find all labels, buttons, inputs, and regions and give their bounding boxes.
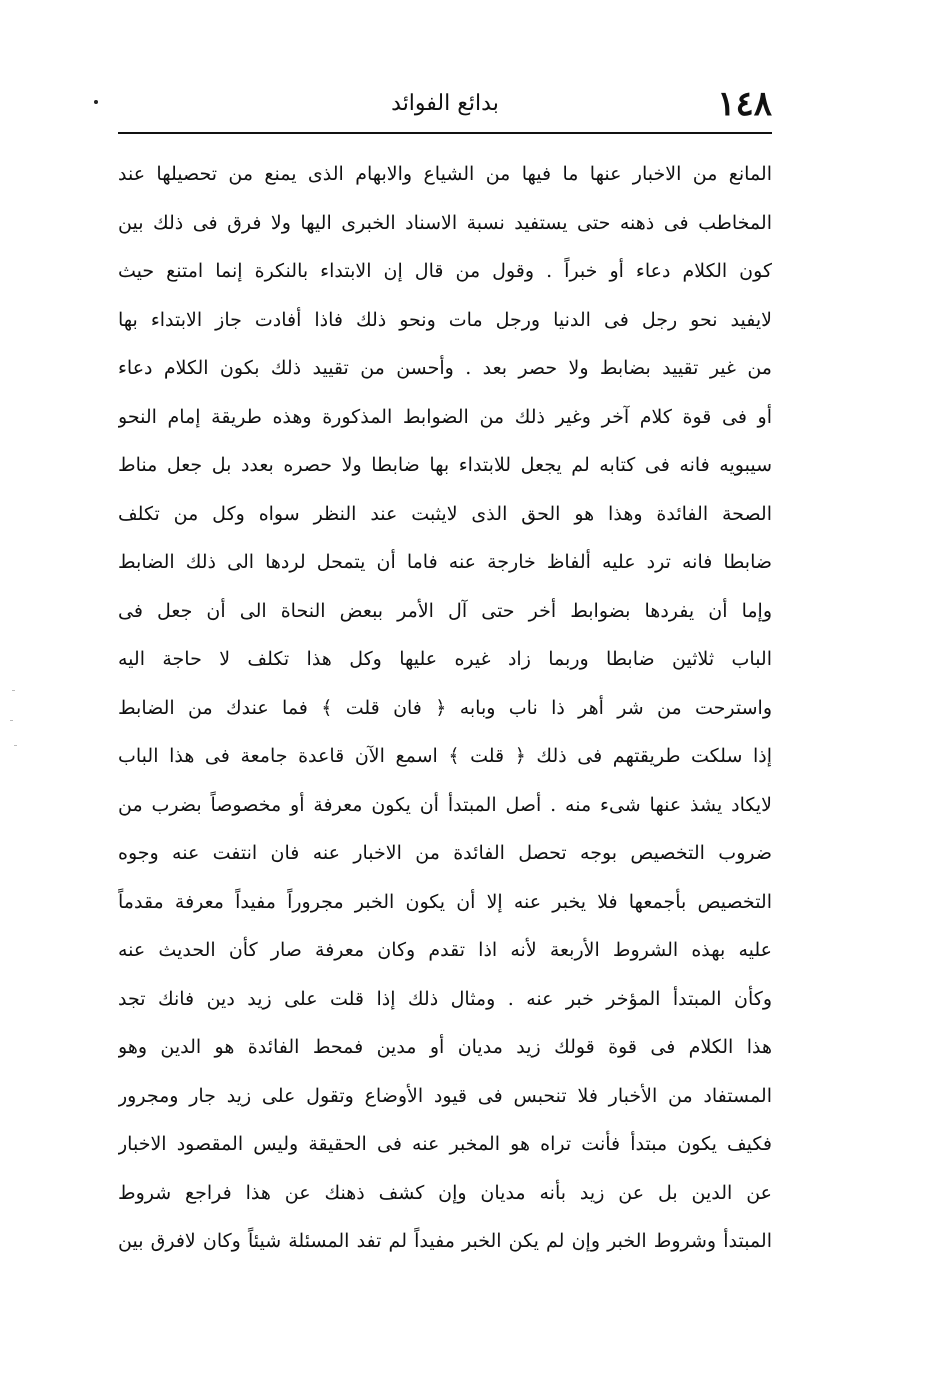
text-line: ضابطا فانه ترد عليه ألفاظ خارجة عنه فاما أن يتمحل لردها الى ذلك الضابط xyxy=(118,551,772,573)
header-rule xyxy=(118,132,772,134)
text-line: عليه بهذه الشروط الأربعة لأنه اذا تقدم وكان معرفة صار كأن الحديث عنه xyxy=(118,939,772,961)
text-line: عن الدين بل عن زيد بأنه مديان وإن كشف ذهنك عن هذا فراجع شروط xyxy=(118,1181,772,1204)
running-title: بدائع الفوائد xyxy=(391,91,499,116)
text-line: المانع من الاخبار عنها ما فيها من الشياع والابهام الذى يمنع من تحصيلها عند xyxy=(118,163,772,185)
header-dot-mark xyxy=(94,100,98,104)
text-line: أو فى قوة كلام آخر وغير ذلك من الضوابط المذكورة وهذه طريقة إمام النحو xyxy=(118,405,772,428)
text-line: التخصيص بأجمعها فلا يخبر عنه إلا أن يكون الخبر مجروراً مفيداً معرفة مقدماً xyxy=(118,890,772,913)
body-text xyxy=(118,150,772,1266)
text-line: سيبويه فانه فى كتابه لم يجعل للابتداء بها ضابطا ولا حصره بعدد بل جعل مناط xyxy=(118,454,772,476)
text-line: هذا الكلام فى قوة قولك زيد مديان أو مدين فمحط الفائدة هو الدين وهو xyxy=(118,1036,772,1058)
text-line: من غير تقييد بضابط ولا حصر بعد . وأحسن من تقييد ذلك بكون الكلام دعاء xyxy=(118,357,772,379)
text-line: واسترحت من شر أهر ذا ناب وبابه ﴿ فان قلت ﴾ فما عندك من الضابط xyxy=(118,696,772,719)
text-line: المخاطب فى ذهنه حتى يستفيد نسبة الاسناد الخبرى اليها ولا فرق فى ذلك بين xyxy=(118,211,772,234)
scan-mark xyxy=(12,690,15,691)
text-line: وكأن المبتدأ المؤخر خبر عنه . ومثال ذلك إذا قلت على زيد دين فانك تجد xyxy=(118,987,772,1010)
page-number: ١٤٨ xyxy=(717,84,772,124)
text-line: لايكاد يشذ عنها شىء منه . أصل المبتدأ أن يكون معرفة أو مخصوصاً بضرب من xyxy=(118,793,772,816)
text-line: كون الكلام دعاء أو خبراً . وقول من قال إن الابتداء بالنكرة إنما امتنع حيث xyxy=(118,260,772,282)
text-line: لايفيد نحو رجل فى الدنيا ورجل مات ونحو ذلك فاذا أفادت جاز الابتداء بها xyxy=(118,308,772,331)
margin-scan-marks xyxy=(0,690,20,750)
text-line: الصحة الفائدة وهذا هو الحق الذى لايثبت عند النظر سواه وكل من تكلف xyxy=(118,502,772,525)
text-line: المستفاد من الأخبار فلا تنحبس فى قيود الأوضاع وتقول على زيد جار ومجرور xyxy=(118,1084,772,1107)
scan-mark xyxy=(10,720,13,721)
scan-mark xyxy=(14,745,17,746)
text-line: إذا سلكت طريقتهم فى ذلك ﴿ قلت ﴾ اسمع الآن قاعدة جامعة فى هذا الباب xyxy=(118,745,772,767)
text-line: وإما أن يفردها بضوابط أخر حتى آل الأمر ببعض النحاة الى أن جعل فى xyxy=(118,599,772,622)
page-header xyxy=(118,84,772,124)
text-line: المبتدأ وشروط الخبر وإن لم يكن الخبر مفيداً لم تفد المسئلة شيئاً وكان لافرق بين xyxy=(118,1230,772,1252)
text-line: الباب ثلاثين ضابطا وربما زاد غيره عليها وكل هذا تكلف لا حاجة اليه xyxy=(118,648,772,670)
text-line: فكيف يكون مبتدأ فأنت تراه هو المخبر عنه فى الحقيقة وليس المقصود الاخبار xyxy=(118,1133,772,1155)
text-line: ضروب التخصيص بوجه تحصل الفائدة من الاخبار عنه فان انتفت عنه وجوه xyxy=(118,842,772,864)
